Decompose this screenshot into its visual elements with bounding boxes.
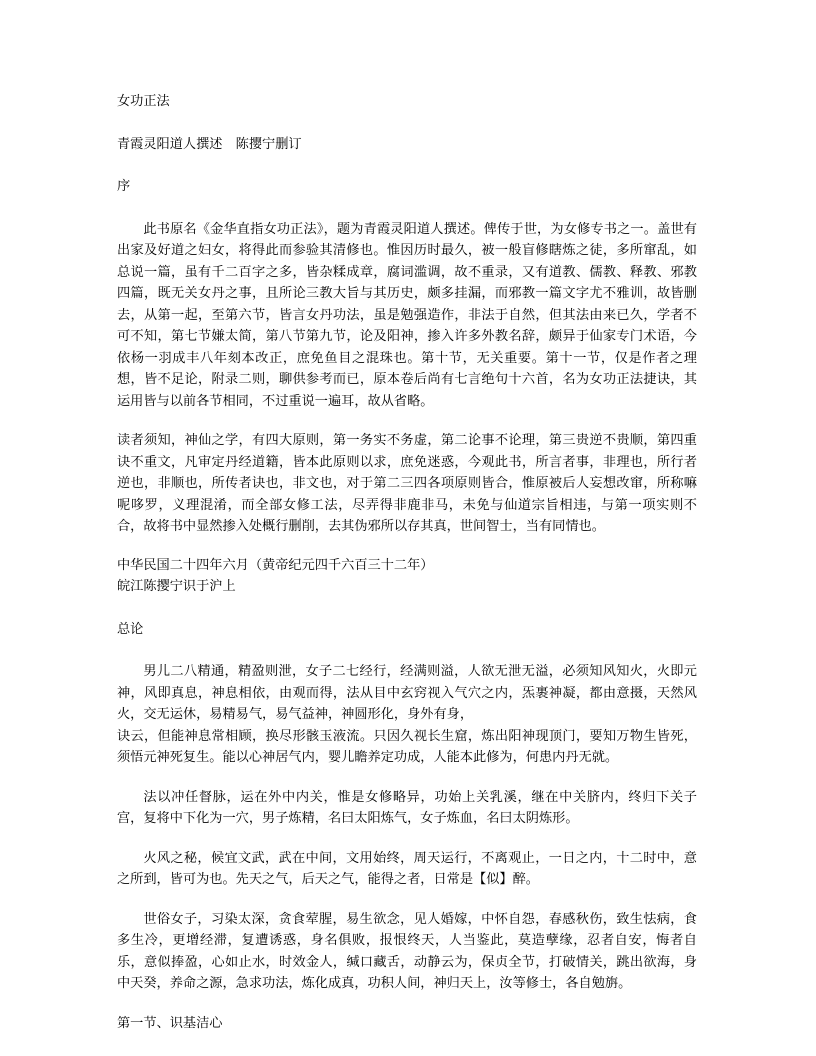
document-title: 女功正法 <box>117 94 170 109</box>
author-line: 青霞灵阳道人撰述 陈撄宁删订 <box>117 136 302 152</box>
preface-heading: 序 <box>117 179 131 194</box>
general-paragraph-3: 火风之秘，候宜文武，武在中间，文用始终，周天运行，不离观止，一日之内，十二时中，意之所到，皆可为也。先天之气，后天之气，能得之者，日常是【似】醉。 <box>117 850 697 887</box>
general-paragraph-4: 世俗女子，习染太深，贪食荤腥，易生欲念，见人婚嫁，中怀自怨，春感秋伤，致生怯病，食多生冷，更增经滞，复遭诱惑，身名俱败，报恨终天，人当鉴此，莫造孽缘，忍者自安，悔者自乐，意似捧盈，心如止水，时效金人，缄口藏舌，动静云为，保贞全节，打破情关，跳出欲海，身中天癸，养命之源，急求功法，炼化成真，功积人间，神归天上，汝等修士，各自勉旃。 <box>117 911 697 991</box>
signature-line: 皖江陈撄宁识于沪上 <box>117 579 236 594</box>
preface-paragraph-1: 此书原名《金华直指女功正法》，题为青霞灵阳道人撰述。俾传于世，为女修专书之一。盖世有出家及好道之妇女，将得此而参验其清修也。惟因历时最久，被一般盲修瞎炼之徒，多所窜乱，如总说一篇，虽有千二百字之多，皆杂糅成章，腐词滥调，故不重录，又有道教、儒教、释教、邪教四篇，既无关女丹之事，且所论三教大旨与其历史，颇多挂漏，而邪教一篇文字尤不雅训，故皆删去，从第一起，至第六节，皆言女丹功法，虽是勉强造作，非法于自然，但其法由来已久，学者不可不知，第七节嫌太简，第八节第九节，论及阳神，掺入许多外教名辞，颇异于仙家专门术语，今依杨一羽成丰八年刻本改正，庶免鱼目之混珠也。第十节，无关重要。第十一节，仅是作者之理想，皆不足论，附录二则，聊供参考而已，原本卷后尚有七言绝句十六首，名为女功正法捷诀，其运用皆与以前各节相同，不过重说一遍耳，故从省略。 <box>117 221 697 409</box>
general-paragraph-1-verse: 诀云，但能神息常相顾，换尽形骸玉液流。只因久视长生窟，炼出阳神现顶门，要知万物生皆死，须悟元神死复生。能以心神居气内，婴儿瞻养定功成，人能本此修为，何患内丹无就。 <box>117 728 697 765</box>
general-paragraph-1: 男儿二八精通，精盈则泄，女子二七经行，经满则溢，人欲无泄无溢，必须知风知火，火即元神，风即真息，神息相依，由观而得，法从目中玄窍视入气穴之内，炁裹神凝，都由意摄，天然风火，交无运休，易精易气，易气益神，神圆形化，身外有身， <box>117 664 697 722</box>
section-1-heading: 第一节、识基洁心 <box>117 1015 223 1031</box>
date-line: 中华民国二十四年六月（黄帝纪元四千六百三十二年） <box>117 557 434 573</box>
preface-paragraph-2: 读者须知，神仙之学，有四大原则，第一务实不务虚，第二论事不论理，第三贵逆不贵顺，第四重诀不重文，凡审定丹经道籍，皆本此原则以求，庶免迷惑，今观此书，所言者事，非理也，所行者逆也，非顺也，所传者诀也，非文也，对于第二三四各项原则皆合，惟原被后人妄想改窜，所称嘛呢哆罗，义理混淆，而全部女修工法，尽弄得非鹿非马，未免与仙道宗旨相违，与第一项实则不合，故将书中显然掺入处概行删削，去其伪邪所以存其真，世间智士，当有同情也。 <box>117 433 697 534</box>
general-paragraph-2: 法以冲任督脉，运在外中内关，惟是女修略异，功始上关乳溪，继在中关脐内，终归下关子宫，复将中下化为一穴，男子炼精，名曰太阳炼气，女子炼血，名曰太阴炼形。 <box>117 789 697 826</box>
general-heading: 总论 <box>117 621 144 637</box>
document-page <box>117 91 697 1034</box>
